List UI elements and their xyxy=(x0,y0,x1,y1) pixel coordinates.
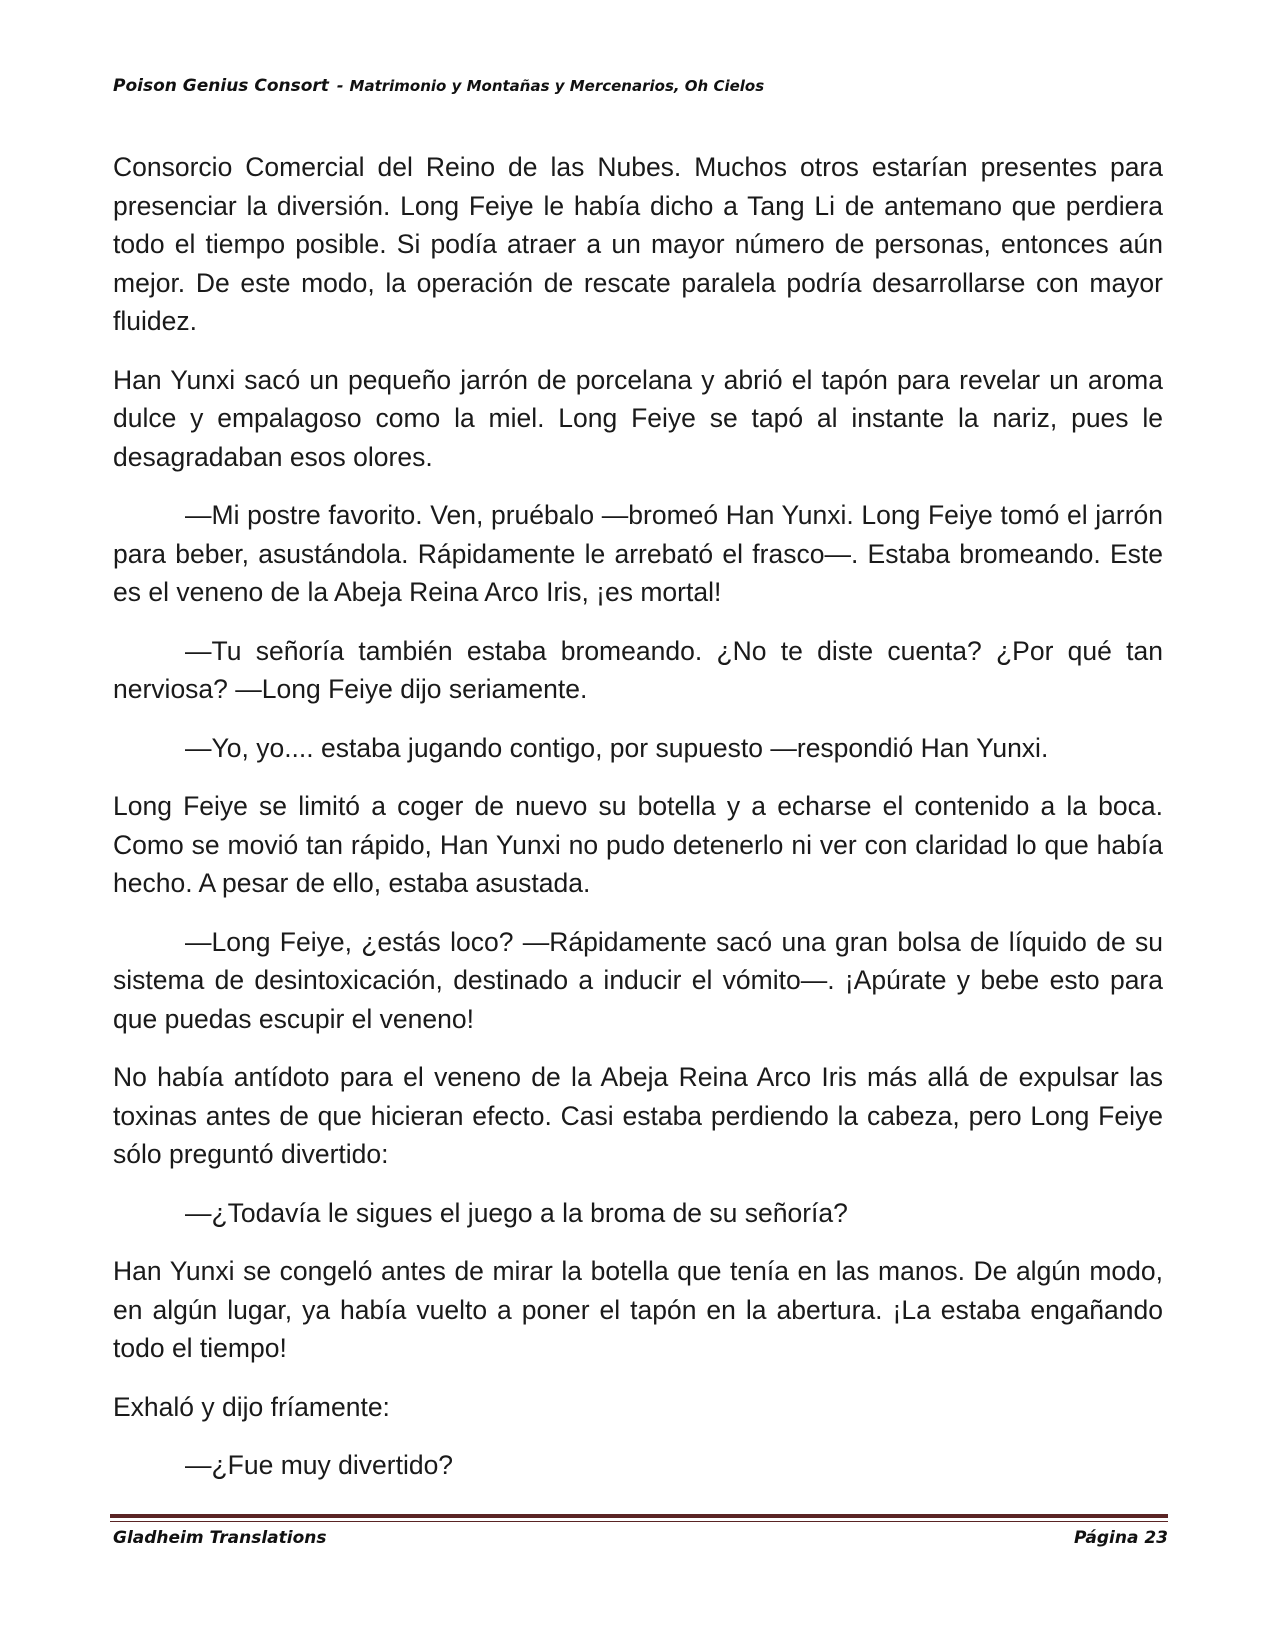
paragraph: Long Feiye se limitó a coger de nuevo su botella y a echarse el contenido a la boca. Como se movió tan rápido, Han Yunxi no pudo detenerlo ni ver con claridad lo que había hecho. A pesar de ello, estaba asustada. xyxy=(113,791,1163,898)
page-number: Página 23 xyxy=(1074,1528,1168,1548)
header-separator: - xyxy=(336,76,344,95)
series-title: Poison Genius Consort xyxy=(113,76,329,96)
paragraph: Exhaló y dijo fríamente: xyxy=(113,1391,390,1422)
footer-divider-thin xyxy=(110,1521,1168,1522)
footer-divider-thick xyxy=(110,1514,1168,1518)
footer-publisher: Gladheim Translations xyxy=(113,1528,327,1548)
body-text xyxy=(113,148,1163,1505)
paragraph: No había antídoto para el veneno de la Abeja Reina Arco Iris más allá de expulsar las toxinas antes de que hicieran efecto. Casi estaba perdiendo la cabeza, pero Long Feiye sólo preguntó divertido: xyxy=(113,1062,1163,1169)
dialogue-paragraph: —Long Feiye, ¿estás loco? —Rápidamente sacó una gran bolsa de líquido de su sistema de desintoxicación, destinado a inducir el vómito—. ¡Apúrate y bebe esto para que puedas escupir el veneno! xyxy=(113,926,1163,1034)
dialogue-paragraph: —Yo, yo.... estaba jugando contigo, por supuesto —respondió Han Yunxi. xyxy=(185,732,1049,763)
paragraph: Han Yunxi sacó un pequeño jarrón de porcelana y abrió el tapón para revelar un aroma dulce y empalagoso como la miel. Long Feiye se tapó al instante la nariz, pues le desagradaban esos olores. xyxy=(113,364,1163,472)
dialogue-paragraph: —¿Fue muy divertido? xyxy=(185,1450,454,1480)
page-header xyxy=(113,76,764,96)
chapter-subtitle: Matrimonio y Montañas y Mercenarios, Oh Cielos xyxy=(349,77,765,95)
dialogue-paragraph: —Tu señoría también estaba bromeando. ¿No te diste cuenta? ¿Por qué tan nerviosa? —Long Feiye dijo seriamente. xyxy=(113,635,1163,704)
paragraph: Consorcio Comercial del Reino de las Nubes. Muchos otros estarían presentes para presenciar la diversión. Long Feiye le había dicho a Tang Li de antemano que perdiera todo el tiempo posible. Si podía atraer a un mayor número de personas, entonces aún mejor. De este modo, la operación de rescate paralela podría desarrollarse con mayor fluidez. xyxy=(113,152,1163,336)
dialogue-paragraph: —Mi postre favorito. Ven, pruébalo —bromeó Han Yunxi. Long Feiye tomó el jarrón para beber, asustándola. Rápidamente le arrebató el frasco—. Estaba bromeando. Este es el veneno de la Abeja Reina Arco Iris, ¡es mortal! xyxy=(113,500,1163,607)
paragraph: Han Yunxi se congeló antes de mirar la botella que tenía en las manos. De algún modo, en algún lugar, ya había vuelto a poner el tapón en la abertura. ¡La estaba engañando todo el tiempo! xyxy=(113,1256,1163,1363)
dialogue-paragraph: —¿Todavía le sigues el juego a la broma de su señoría? xyxy=(185,1197,848,1228)
